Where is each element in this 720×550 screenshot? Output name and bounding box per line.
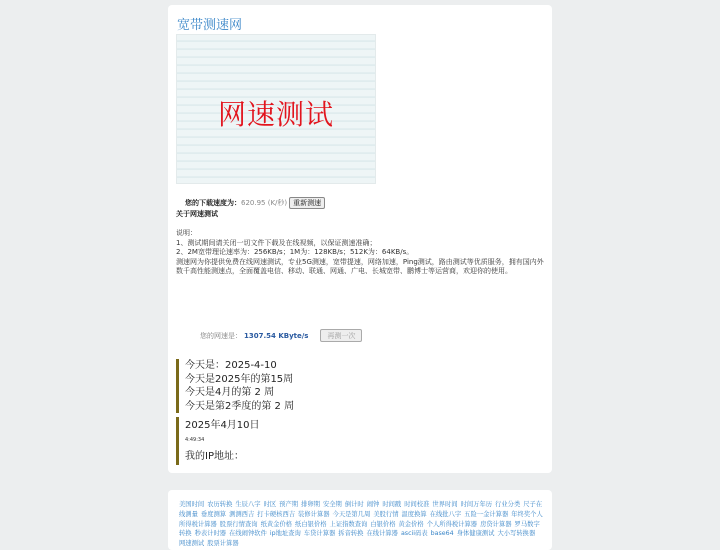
tool-link[interactable]: 温度换算 bbox=[401, 510, 427, 518]
tool-link[interactable]: 在线批八字 bbox=[429, 510, 462, 518]
speed-test-banner-image bbox=[176, 34, 376, 184]
tool-link[interactable]: 秒表计时器 bbox=[194, 530, 227, 538]
clock-time: 4:49:34 bbox=[185, 437, 205, 443]
date-info-line: 今天是：2025-4-10 bbox=[185, 360, 277, 371]
tool-link[interactable]: 安全期 bbox=[322, 501, 342, 508]
tool-link[interactable]: 罗马数字转换 bbox=[179, 520, 540, 538]
site-title[interactable]: 宽带测速网 bbox=[177, 18, 243, 33]
tool-link[interactable]: 五险一金计算器 bbox=[464, 510, 509, 518]
tool-link[interactable]: 装修计算器 bbox=[298, 510, 330, 518]
tool-link[interactable]: 时区 bbox=[263, 501, 277, 508]
date-info-line: 今天是4月的第 2 周 bbox=[185, 387, 275, 398]
tool-links bbox=[179, 500, 543, 549]
tool-link[interactable]: 生辰八字 bbox=[235, 501, 261, 508]
tool-link[interactable]: 在线计算器 bbox=[366, 530, 398, 538]
ip-label: 我的IP地址： bbox=[185, 451, 244, 462]
tool-link[interactable]: 时间万年历 bbox=[460, 501, 493, 508]
tool-link[interactable]: 网速测试 bbox=[179, 540, 205, 548]
tool-link[interactable]: 世界时间 bbox=[432, 501, 458, 508]
description-line: 说明： bbox=[176, 229, 197, 237]
tool-link[interactable]: 拆音转换 bbox=[338, 530, 364, 538]
tool-link[interactable]: 纸黄金价格 bbox=[260, 520, 293, 528]
net-speed-label: 您的网速是： bbox=[200, 331, 242, 340]
tool-link[interactable]: 行业分类 bbox=[495, 501, 521, 508]
tool-link[interactable]: 股票行情查询 bbox=[219, 520, 258, 528]
download-speed-label: 您的下载速度为： bbox=[185, 199, 241, 207]
main-card bbox=[168, 5, 552, 473]
tool-link[interactable]: 白银价格 bbox=[370, 520, 396, 528]
tool-link[interactable]: ip地址查询 bbox=[269, 530, 301, 538]
tool-link[interactable]: 股票计算器 bbox=[207, 540, 239, 548]
download-speed-value: 620.95 (K/秒) bbox=[241, 199, 288, 207]
tool-link[interactable]: ascii码表 bbox=[400, 530, 428, 538]
net-speed-value: 1307.54 KByte/s bbox=[244, 331, 309, 340]
tool-link[interactable]: base64 bbox=[430, 530, 454, 538]
retest-button[interactable]: 重新测速 bbox=[289, 197, 325, 209]
tool-link[interactable]: 在线闹钟软件 bbox=[229, 530, 267, 538]
tool-link[interactable]: 大小写转换器 bbox=[497, 530, 536, 538]
tool-link[interactable]: 测测西吉 bbox=[229, 510, 255, 518]
tool-link[interactable]: 预产期 bbox=[279, 501, 299, 508]
tool-link[interactable]: 身体健康测试 bbox=[456, 530, 495, 538]
test-again-button[interactable]: 再测一次 bbox=[320, 329, 362, 342]
tool-link[interactable]: 黄金价格 bbox=[398, 520, 424, 528]
tool-link[interactable]: 个人所得税计算器 bbox=[426, 520, 478, 528]
tool-link[interactable]: 排卵期 bbox=[301, 501, 320, 508]
tool-link[interactable]: 车贷计算器 bbox=[303, 530, 336, 538]
ip-address-block bbox=[176, 449, 244, 465]
tool-link[interactable]: 纸白银价格 bbox=[295, 520, 327, 528]
description-line: 2、2M宽带理论速率为：256KB/s；1M为：128KB/s；512K为：64KB/s。 bbox=[176, 248, 414, 257]
links-card bbox=[168, 490, 552, 550]
tool-link[interactable]: 房贷计算器 bbox=[480, 520, 512, 528]
tool-link[interactable]: 垂度测算 bbox=[200, 510, 227, 518]
date-info-block bbox=[176, 359, 435, 413]
tool-link[interactable]: 上证指数查询 bbox=[329, 520, 368, 528]
tool-link[interactable]: 打卡硬核西吉 bbox=[257, 510, 296, 518]
about-heading: 关于网速测试 bbox=[176, 210, 218, 218]
description-line: 1、测试期间请关闭一切文件下载及在线视频，以保证测速准确； bbox=[176, 238, 377, 247]
tool-link[interactable]: 闹钟 bbox=[366, 501, 380, 508]
tool-link[interactable]: 尺子在线测量 bbox=[179, 501, 543, 518]
tool-link[interactable]: 时间校准 bbox=[404, 501, 430, 508]
date-info-line: 今天是2025年的第15周 bbox=[185, 373, 294, 385]
tool-link[interactable]: 倒计时 bbox=[344, 501, 364, 508]
date-info-line: 今天是第2季度的第 2 周 bbox=[185, 400, 295, 412]
tool-link[interactable]: 时间戳 bbox=[382, 501, 402, 508]
net-speed-line bbox=[200, 329, 362, 342]
banner-text: 网速测试 bbox=[217, 98, 334, 131]
description-line: 测速网为你提供免费在线网速测试，专业5G测速，宽带提速，网络加速，Ping测试，路由测试等优质服务，拥有国内外数千高性能测速点，全面覆盖电信、移动、联通、网通、广电、长城宽带、鹏博士等运营商，欢迎你的使用。 bbox=[176, 257, 544, 276]
tool-link[interactable]: 农历转换 bbox=[207, 501, 233, 508]
description bbox=[176, 229, 546, 277]
date-clock-block bbox=[176, 417, 385, 449]
chinese-date: 2025年4月10日 bbox=[185, 420, 260, 431]
tool-link[interactable]: 美股行情 bbox=[373, 510, 399, 518]
tool-link[interactable]: 美国时间 bbox=[179, 501, 205, 508]
download-speed-line bbox=[185, 197, 325, 209]
tool-link[interactable]: 年终奖个人所得税计算器 bbox=[179, 510, 543, 528]
tool-link[interactable]: 今天是第几周 bbox=[332, 510, 371, 518]
